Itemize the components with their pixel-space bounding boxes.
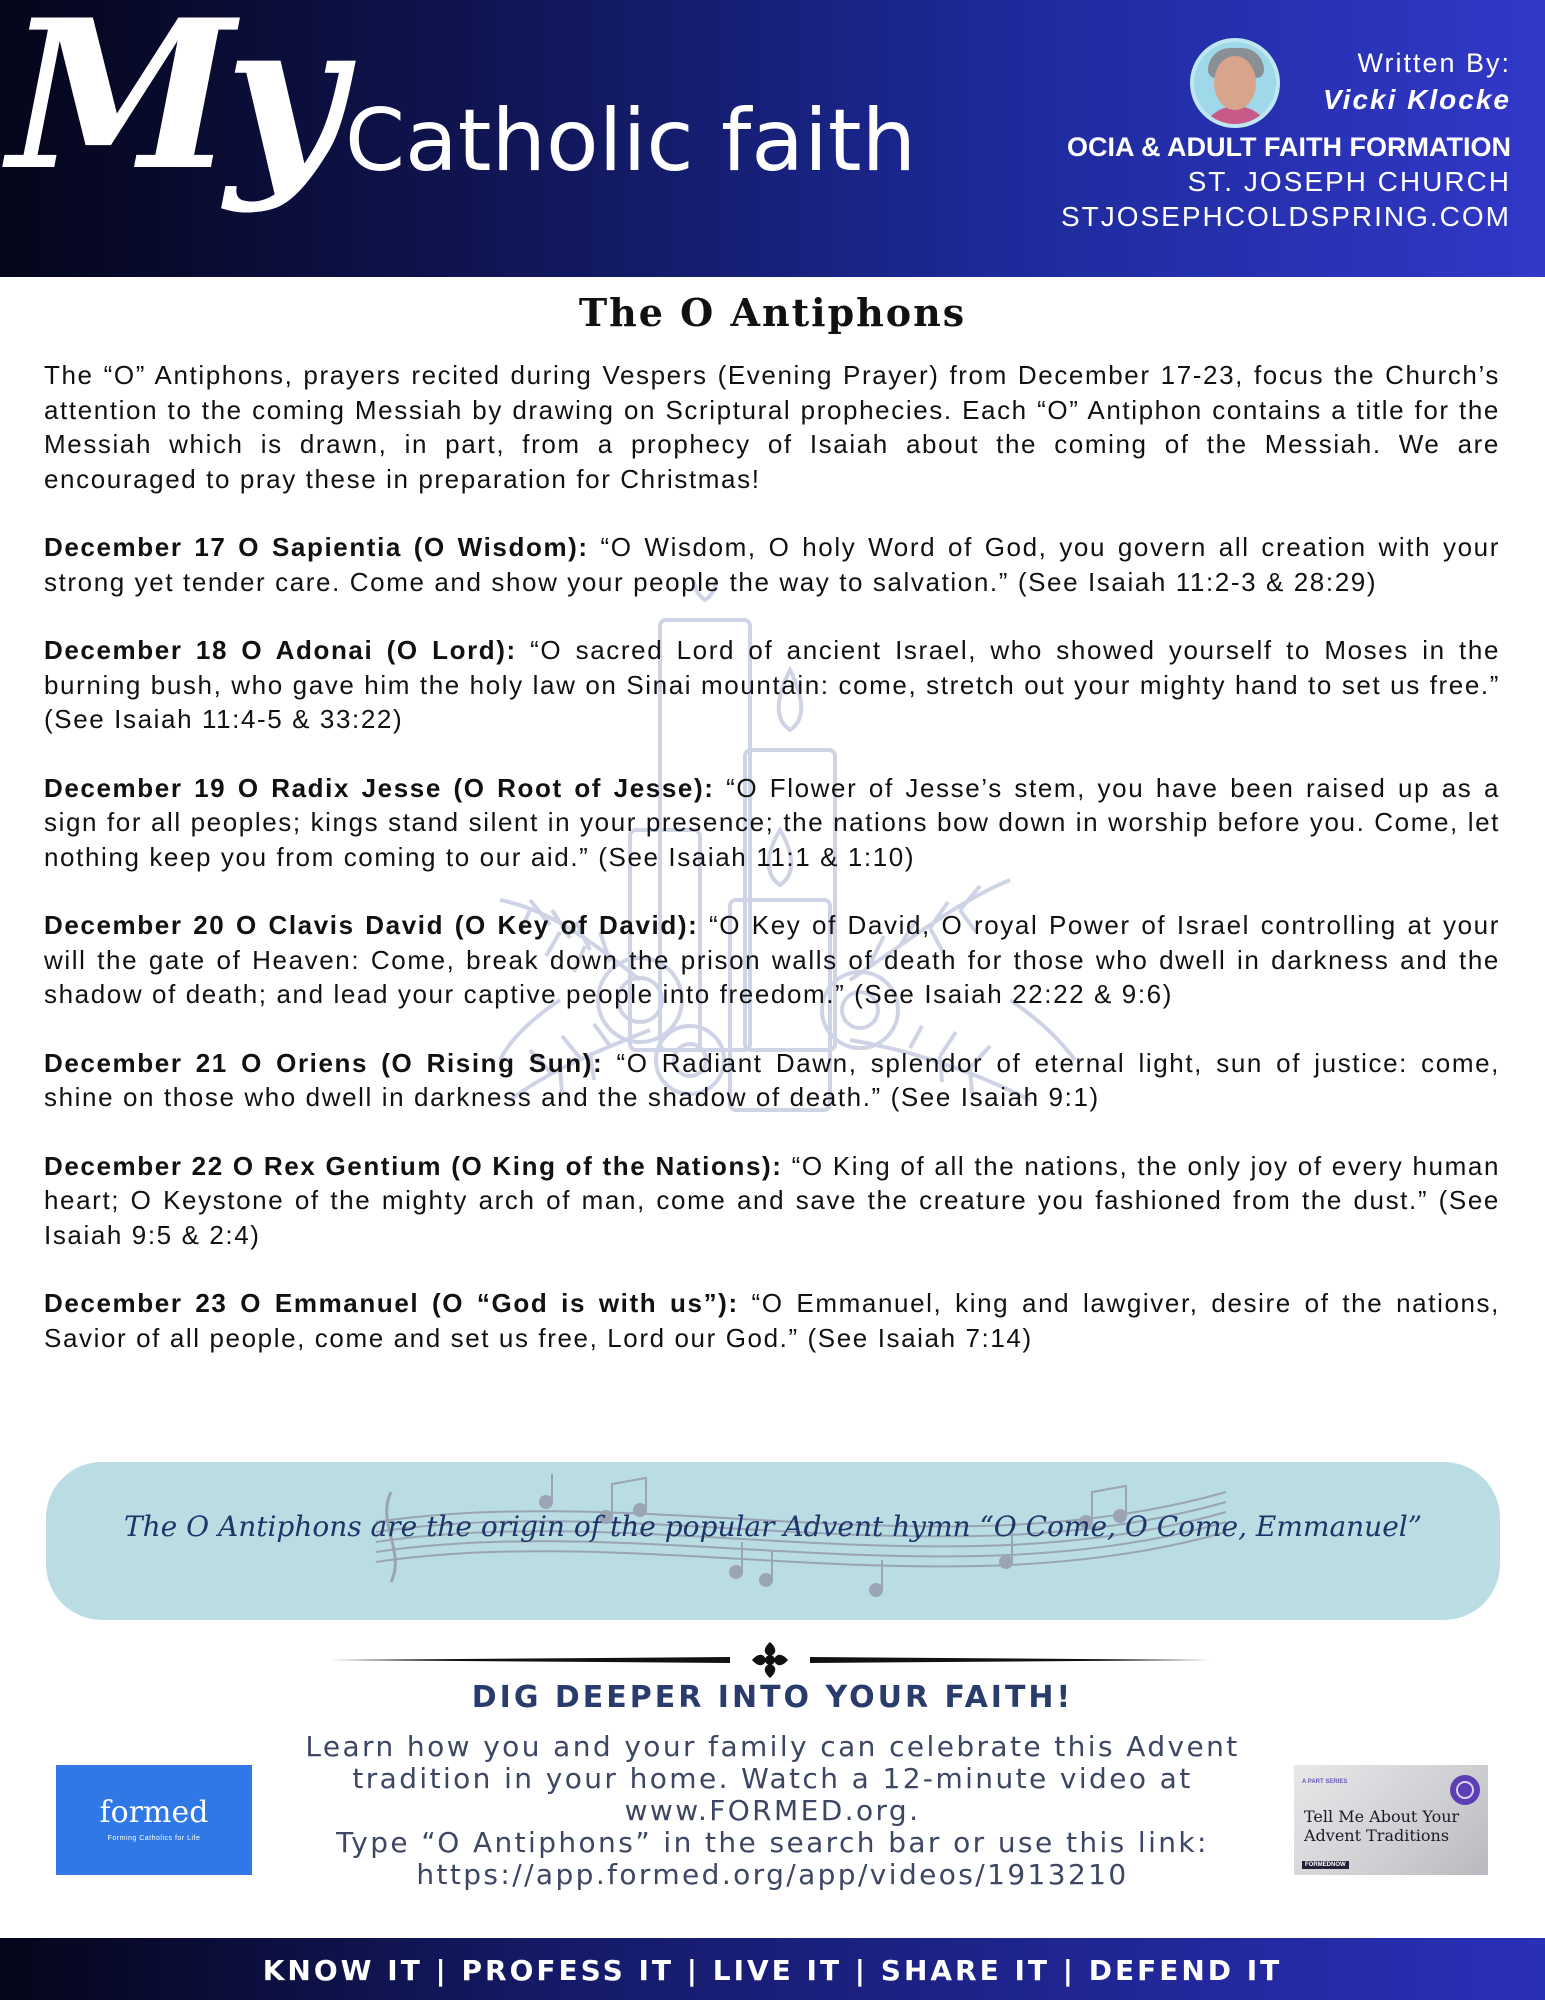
thumbnail-kicker: A PART SERIES bbox=[1302, 1779, 1348, 1785]
series-seal-icon bbox=[1450, 1775, 1480, 1805]
antiphon-heading: December 17 O Sapientia (O Wisdom): bbox=[44, 532, 589, 562]
hymn-banner-text: The O Antiphons are the origin of the popular Advent hymn “O Come, O Come, Emmanuel” bbox=[123, 1510, 1423, 1543]
antiphon-heading: December 22 O Rex Gentium (O King of the Nations): bbox=[44, 1150, 783, 1181]
antiphon-dec-18 bbox=[44, 633, 1500, 737]
page-title: The O Antiphons bbox=[578, 290, 967, 335]
antiphon-dec-21 bbox=[44, 1046, 1500, 1115]
antiphon-heading: December 20 O Clavis David (O Key of David): bbox=[44, 910, 699, 940]
dig-deeper-line: tradition in your home. Watch a 12-minute video at bbox=[352, 1762, 1193, 1795]
church-website[interactable]: STJOSEPHCOLDSPRING.COM bbox=[1060, 201, 1511, 232]
antiphon-dec-22 bbox=[44, 1149, 1500, 1253]
antiphon-dec-20 bbox=[44, 908, 1500, 1012]
thumbnail-badge: FORMEDNOW bbox=[1302, 1861, 1349, 1869]
brand-catholic-faith: Catholic faith bbox=[345, 91, 917, 191]
antiphon-dec-19 bbox=[44, 771, 1500, 875]
antiphon-text: “O Wisdom, O holy Word of God, you govern all creation with your strong yet tender care. Come and show your people the way to salvation.” (See Isaiah 11:2-3 & 28:29) bbox=[44, 532, 1500, 597]
antiphon-dec-23 bbox=[44, 1286, 1500, 1355]
formed-logo-tagline: Forming Catholics for Life bbox=[107, 1835, 201, 1842]
cross-ornament-icon bbox=[330, 1640, 1210, 1680]
video-thumbnail[interactable] bbox=[1294, 1765, 1488, 1875]
formed-logo-word: formed bbox=[99, 1795, 209, 1830]
author-avatar bbox=[1190, 38, 1280, 128]
antiphon-heading: December 19 O Radix Jesse (O Root of Jesse): bbox=[44, 772, 715, 803]
antiphon-text: “O King of all the nations, the only joy of every human heart; O Keystone of the mighty arch of man, come and save the creature you fashioned from the dust.” (See Isaiah 9:5 & 2:4) bbox=[44, 1150, 1500, 1250]
footer-motto: KNOW IT | PROFESS IT | LIVE IT | SHARE IT | DEFEND IT bbox=[262, 1954, 1283, 1987]
dig-deeper-text bbox=[280, 1731, 1265, 1891]
antiphon-heading: December 18 O Adonai (O Lord): bbox=[44, 635, 517, 665]
avatar-face bbox=[1214, 56, 1256, 110]
author-name: Vicki Klocke bbox=[1323, 84, 1511, 115]
program-name: OCIA & ADULT FAITH FORMATION bbox=[1067, 132, 1511, 162]
thumbnail-title bbox=[1304, 1807, 1459, 1845]
antiphon-content bbox=[44, 358, 1500, 1389]
dig-deeper-line: Learn how you and your family can celebrate this Advent bbox=[305, 1730, 1240, 1763]
thumbnail-title-line: Advent Traditions bbox=[1304, 1826, 1450, 1845]
brand-my: My bbox=[8, 0, 335, 216]
header-banner bbox=[0, 0, 1545, 277]
thumbnail-title-line: Tell Me About Your bbox=[1304, 1807, 1460, 1826]
formed-video-link[interactable]: https://app.formed.org/app/videos/1913210 bbox=[416, 1858, 1129, 1891]
church-name: ST. JOSEPH CHURCH bbox=[1187, 166, 1511, 197]
antiphon-text: “O sacred Lord of ancient Israel, who showed yourself to Moses in the burning bush, who gave him the holy law on Sinai mountain: come, stretch out your mighty hand to set us free.” (See Isaiah 11:4-5 & 33:22) bbox=[44, 635, 1500, 734]
antiphon-text: “O Radiant Dawn, splendor of eternal light, sun of justice: come, shine on those who dwell in darkness and the shadow of death.” (See Isaiah 9:1) bbox=[44, 1047, 1500, 1112]
hymn-banner bbox=[46, 1462, 1500, 1620]
antiphon-text: “O Key of David, O royal Power of Israel controlling at your will the gate of Heaven: Come, break down the prison walls of death for those who dwell in darkness and the shadow of death; and lead your captive people into freedom.” (See Isaiah 22:22 & 9:6) bbox=[44, 910, 1500, 1009]
written-by-label: Written By: bbox=[1357, 48, 1511, 78]
formed-logo[interactable] bbox=[56, 1765, 252, 1875]
antiphon-dec-17 bbox=[44, 530, 1500, 599]
formed-website-link[interactable]: www.FORMED.org. bbox=[624, 1794, 921, 1827]
antiphon-text: “O Flower of Jesse’s stem, you have been raised up as a sign for all peoples; kings stand silent in your presence; the nations bow down in worship before you. Come, let nothing keep you from coming to our aid.” (See Isaiah 11:1 & 1:10) bbox=[44, 772, 1501, 872]
dig-deeper-title: DIG DEEPER INTO YOUR FAITH! bbox=[471, 1680, 1074, 1715]
antiphon-heading: December 21 O Oriens (O Rising Sun): bbox=[44, 1047, 604, 1078]
dig-deeper-line: Type “O Antiphons” in the search bar or use this link: bbox=[336, 1826, 1209, 1859]
intro-paragraph: The “O” Antiphons, prayers recited during Vespers (Evening Prayer) from December 17-23, focus the Church’s attention to the coming Messiah by drawing on Scriptural prophecies. Each “O” Antiphon contains a title for the Messiah which is drawn, in part, from a prophecy of Isaiah about the coming of the Messiah. We are encouraged to pray these in preparation for Christmas! bbox=[44, 360, 1500, 494]
antiphon-text: “O Emmanuel, king and lawgiver, desire of the nations, Savior of all people, come and set us free, Lord our God.” (See Isaiah 7:14) bbox=[44, 1288, 1500, 1353]
footer-banner bbox=[0, 1938, 1545, 2000]
antiphon-heading: December 23 O Emmanuel (O “God is with us”): bbox=[44, 1288, 739, 1318]
